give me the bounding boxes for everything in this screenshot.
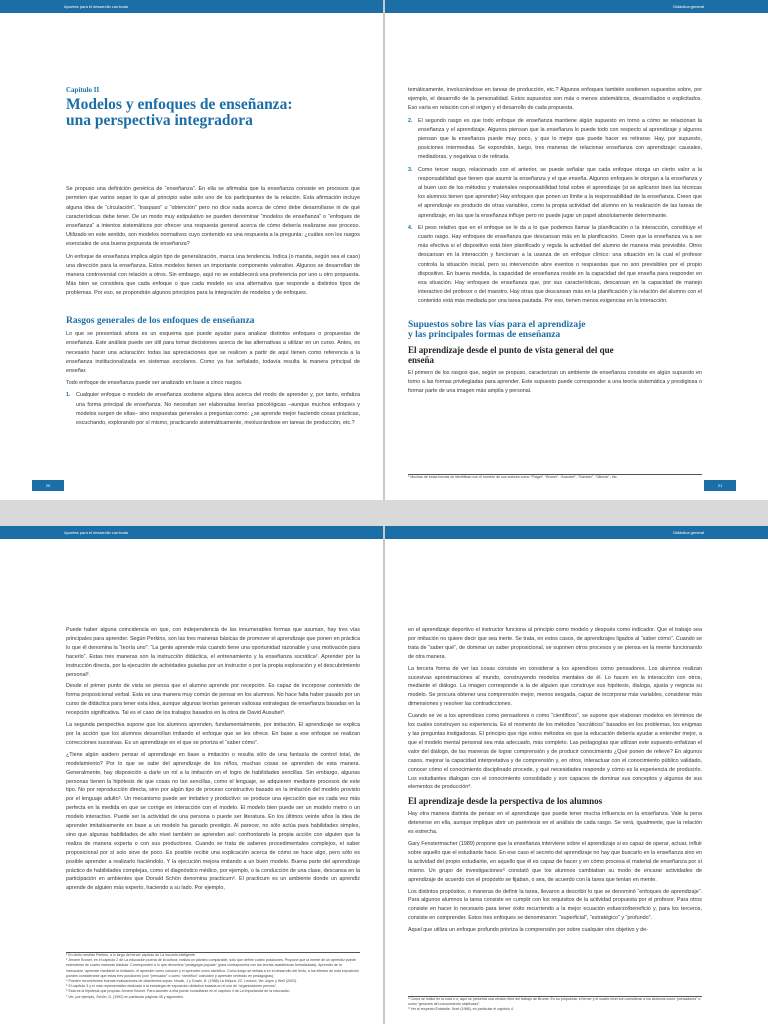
subsection-title-line-1: El aprendizaje desde el punto de vista general del que [408, 344, 614, 355]
right-page-column [408, 626, 702, 938]
footnote-4: ⁴ Pueden reconstruirse buenas evaluaciones de citas/textos sopas: Novak, J y Gowin, B. (1988) La Mejora, 2C. Lectord, Ver Joyce y Weil (2002). [66, 979, 298, 984]
left-page-column [66, 86, 360, 431]
left-running-header [0, 526, 383, 539]
page-number-left: 20 [32, 480, 64, 491]
left-running-header [0, 0, 383, 13]
section-paragraph-1: Lo que se presentará ahora es un esquema que puede ayudar para analizar distintos enfoques o propuestas de enseñanza. Este análisis puede ser útil para tomar decisiones acerca de las alternativas a utilizar en un curso. Antes, es necesario hacer una aclaración: todas las apreciaciones que se realicen a partir de aquí tienen como referencia a la enseñanza institucionalizada en sistemas escolares. Como ya fue señalado, todavía resulta la manera principal de enseñar. [66, 331, 360, 374]
list-item-number: 3. [408, 166, 413, 173]
footnote-8: ⁸ Como se indicó en la nota n.o, aquí se presenta una versión libre del trabajo de Bruner. En su propuesta, el tercer y el cuarto nivel son considerar a los alumnos como “pensadores” o como “gestores del conocimiento objetivado”. [408, 997, 701, 1007]
right-page-footnote [408, 474, 702, 480]
right-running-header [385, 0, 768, 13]
footnote-6: ⁶ Esta es la hipótesis que propuso Jerome Bruner. Para acceder a ella puede consultarse en el capítulo 4 de La importancia de la educación. [66, 989, 291, 994]
page-gutter [383, 526, 385, 1024]
spread-pages-20-21 [0, 0, 768, 500]
intro-paragraph-2: Un enfoque de enseñanza implica algún tipo de generalización, marca una tendencia. Indica (o manda, según sea el caso) una dirección para la enseñanza. Estos modelos tienen un importante componente valorativo. Algunos se desarrollan de manera controversial con relación a otros. Sin embargo, aquí no se establecerá una preferencia por uno u otro propuesta. Más bien se considera que cada enfoque o que cada modelo es una alternativa que responde a distintos tipos de problemas. Por eso, se propondrán algunos principios para la integración de modelos y de enfoques. [66, 253, 360, 297]
list-item-text: El segundo rasgo es que todo enfoque de enseñanza mantiene algún supuesto en torno a cómo se relacionan la enseñanza y el aprendizaje. Algunos piensan que la enseñanza lo puede todo con respecto al aprendizaje y algunos piensan que la enseñanza puede muy poco, y que lo mejor que puede hacer es retirarse. Hay, por supuesto, posiciones intermedias. Se expondrán, luego, tres maneras de relacionar enseñanza con aprendizaje: causales, mediadoras, y negativas o de retirada. [418, 117, 702, 161]
subsection-title-alumnos: El aprendizaje desde la perspectiva de los alumnos [408, 796, 603, 807]
left-header-text: Apuntes para el desarrollo curricular [64, 530, 129, 535]
list-item-number: 2. [408, 117, 413, 124]
section-title-supuestos-1: Supuestos sobre las vías para el aprendizaje [408, 319, 586, 330]
paragraph-4: ¿Tiene algún asidero pensar el aprendizaje en base a imitación o resulta sólo de una fantasía de control total, de modelamiento? Por lo que se sabe del aprendizaje de los niños, muchas cosas se aprenden de esta manera. Generalmente, hay disposición a darle un rol a la imitación en el logro de habilidades sencillas. Sin embargo, algunas personas tienen la hipótesis de que cosas no tan sencillas, como el lenguaje, se adquieren mediante procesos de este tipo. No por reproducción directa, sino por algún tipo de proceso constructivo basado en la imitación del modelo provisto por el lenguaje adulto⁵. Un mecanismo puede ser imitativo y productivo: se produce una ejecución que es cada vez más perfecta en la medida en que se corrige en interacción con el modelo. El modelo bien puede ser un modelo metro o un modelo interactivo. Puede ser la actividad de una persona o puede ser literatura. En los últimos veinte años la idea de aprender imitativamente en base a un modelo ha ganado prestigio. Al parecer, no sólo actúa para habilidades simples, sino que algunas habilidades de alto nivel también se aprenden así: confrontando la propia acción con alguien que la realiza de manera experta o con sus productores. Cuando se trata de saberes procedimentales complejos, el saber proposicional por sí solo sirve de poco. Es posible recibir una explicación acerca de cómo se hace algo, pero sólo es posible aprender a realizarlo haciéndolo. Y la ejecución mejora imitando a un buen modelo. Buena parte del aprendizaje práctico de habilidades complejas, como el diagnóstico médico, por ejemplo, o la conducción de una clase, descansa en la participación en ambientes que Donald Schön denomina practicum⁶. El practicum es un ambiente donde un aprendiz aprende de alguien más experto, haciendo a su lado. Por ejemplo, [66, 751, 360, 892]
left-page-footnotes [66, 952, 360, 1000]
paragraph-2: La tercera forma de ver las cosas consiste en considerar a los aprendices como pensadores. Los alumnos realizan sucesivas aproximaciones al mundo, construyendo modelos mentales de él. Lo hacen en la interacción con otros, mediante el diálogo. La imagen corresponde a la de alguien que construye sus hipótesis, dialoga, ajusta y negocia su modelo. Se procura obtener una comprensión mejor, menos sesgada, capaz de incorporar más variables, considerar más dimensiones y resolver las contradicciones. [408, 665, 702, 708]
paragraph-5: Gary Fenstermacher (1989) propone que la enseñanza interviene sobre el aprendizaje si es capaz de operar, actuar, influir sobre aquello que el estudiante hace. En ese caso el secreto del aprendizaje no hay que buscarlo en la enseñanza sino en la actividad del propio estudiante, en aquello que él es capaz de hacer y en cómo procesa el material de enseñanza por sí mismo. Un grupo de investigaciones⁹ constató que los alumnos cambiaban su modo de encarar actividades de aprendizaje de acuerdo con el propósito se fijaban, o sea, de acuerdo con la tarea que tenían en mente. [408, 841, 702, 883]
paragraph-4: Hay otra manera distinta de pensar en el aprendizaje que puede tener mucha influencia en la enseñanza. Vale la pena detenerse en ella, aunque implique abrir un paréntesis en el análisis de cada rasgo. Se verá, igualmente, que la relación es estrecha. [408, 811, 702, 836]
paragraph-1: en el aprendizaje deportivo el instructor funciona al principio como modelo y después como indicador. Que el trabajo sea por imitación no quiere decir que sea inerte. Se trata, en estos casos, de aprendizajes ligados al “saber cómo”. Cuando se trata de “saber qué”, de dominar un saber proposicional, se suponen otros procesos y se piensa en la mente funcionando de otra manera. [408, 627, 702, 660]
left-header-text: Apuntes para el desarrollo curricular [64, 4, 129, 9]
chapter-title-line-1: Modelos y enfoques de enseñanza: [66, 96, 293, 114]
paragraph-1: Puede haber alguna coincidencia en que, con independencia de las innumerables formas que asuman, hay tres vías principales para aprender. Según Perkins, son las tres maneras básicas de promover el aprendizaje que ponen en práctica lo que él denomina la “teoría uno”: “La gente aprende más cuando tiene una oportunidad razonable y una motivación para hacerlo”. Estas tres maneras son la instrucción didáctica, el entrenamiento y la enseñanza socrática². Aprender por la instrucción directa, por la ejecución de actividades guiadas por un instructor o por la propia exploración y el descubrimiento personal³. [66, 627, 360, 678]
list-item-text: El peso relativo que en el enfoque se le da a lo que podemos llamar la planificación o la interacción, constituye el cuarto rasgo. Hay enfoques de enseñanza que descansan más en la planificación. Creen que la enseñanza va a ser más efectiva si el dispositivo está bien planificado y regula la actividad del alumno de manera más previsible. Otros descansan en la interacción y funcionan a la usanza de un enfoque clínico: una situación en la cual el profesor controla la situación inicial, pero su intervención abre eventos o respuestas que no son previsibles por el propio dispositivo. En buena medida, la capacidad de enseñanza reside en la capacidad del que enseña para responder en esa situación. Hay enfoques de enseñanza que, por sus características, descansan en la capacidad de manejo interactivo del profesor o del maestro. Hay otras que descansan más en la planificación y la relación del alumno con el contenido está más mediada por una tarea pautada. Por eso, tienen menos exigencias en la interacción. [418, 224, 702, 305]
chapter-title-line-2: una perspectiva integradora [66, 112, 253, 130]
subsection-title-line-2: enseña [408, 354, 435, 365]
right-page-footnotes [408, 996, 702, 1013]
footnote-7: ⁷ Ver, por ejemplo, Schön, D. (1992) en particular páginas 45 y siguientes. [66, 994, 184, 999]
list-item-3 [408, 166, 702, 221]
footnote-9: ⁹ Ver al respecto Entwistle, Noel (1988), en particular el capítulo 4. [408, 1007, 514, 1012]
list-item-text: Como tercer rasgo, relacionado con el anterior, se puede señalar que cada enfoque otorga un cierto valor a la responsabilidad que tienen que asumir la enseñanza y el que enseña. Algunos enfoques le otorgan a la enseñanza y al buen uso de los métodos y materiales responsabilidad total sobre el aprendizaje (si se aplicaron bien las técnicas los alumnos tienen que aprender) Hay enfoques que ponen un límite a la responsabilidad de la enseñanza. Creen que el aprendizaje es producto de otras variables, como la propia actividad del alumno en la realización de las tareas de aprendizaje, en las que la enseñanza influye pero no puede jugar un papel absolutamente determinante. [418, 166, 702, 219]
list-item-number: 4. [408, 224, 413, 231]
footnote-text: ¹ Muchas de estas formas se identifican con el nombre de sus autores como “Piaget”, “Bruner”, “Ausubel”, “Gardner”, “Skinner”, etc. [408, 475, 618, 479]
paragraph-3: La segunda perspectiva supone que los alumnos aprenden, fundamentalmente, por imitación. El aprendizaje se explica por la acción que los alumnos desarrollan imitando el enfoque que se les ofrece. En base a ese enfoque se realizan correcciones sucesivas. Es un aprendizaje en el que se prioriza el “saber cómo”. [66, 722, 360, 746]
chapter-label: Capítulo II [66, 86, 100, 94]
list-item-2 [408, 117, 702, 163]
paragraph-7: Aquel que utiliza un enfoque profundo prioriza la comprensión por sobre cualquier otro objetivo y de- [408, 927, 649, 934]
footnote-5: ⁵ El capítulo 3 y el más representativo dedicado a la estrategia de exposición didáctica basada en el uso de “organizadores previos”. [66, 984, 277, 989]
right-running-header [385, 526, 768, 539]
right-header-text: Didáctica general [673, 4, 704, 9]
subsection-paragraph: El primero de los rasgos que, según se propuso, caracterizan un ambiente de enseñanza consiste en algún supuesto en torno a las formas privilegiadas para aprender. Este supuesto puede corresponder a una teoría sistemática y prestigiosa o formar parte de una imagen más amplia y personal. [408, 369, 702, 395]
page-number-right: 21 [704, 480, 736, 491]
list-item-1 [66, 391, 360, 428]
paragraph-3: Cuando se ve a los aprendices como pensadores o como “científicos”, se supone que elaboran modelos en términos de los cuales construyen su experiencia. Es el momento de los métodos “socráticos” basados en los problemas, los enigmas y las preguntas instigadoras. El principio que rige estos métodos es que la educación debería ayudar a entender mejor, a que el modelo mental personal sea más adecuado, más completo. Las pedagogías que utilizan este supuesto enfatizan el valor del diálogo, de las maneras de lograr comprensión y de producir conocimiento ¿Qué ponen de relieve? En algunos casos, mejorar la capacidad interpretativa y de comprensión y, en otros, interactuar con el conocimiento público validado, conocer cómo el conocimiento disciplinado procede, y qué necesidades responde y cómo es la experiencia de producirlo. Los estudiantes dialogan con el conocimiento consolidado y son capaces de dominar sus conceptos y algunos de sus elementos de producción⁸. [408, 713, 702, 791]
section-title-supuestos-2: y las principales formas de enseñanza [408, 330, 561, 341]
paragraph-6: Los distintos propósitos, o maneras de definir la tarea, llevaron a describir lo que se denominó “enfoques de aprendizaje”. Para algunos alumnos la tarea consiste en cumplir con los requisitos de la actividad propuesta por el profesor. Para otros consiste en hacer lo necesario para tener éxito recurriendo a la mejor ecuación esfuerzo/beneficio y, para los terceros, consiste en comprender. Estos tres enfoques se denominaron: “superficial”, “estratégico” y “profundo”. [408, 888, 702, 922]
left-page-column [66, 626, 360, 896]
paragraph-2: Desde el primer punto de vista se piensa que el alumno aprende por recepción. Es capaz de incorporar contenido de forma proposicional verbal. Esta es una manera muy común de pensar en los alumnos. No hace falta haber pasado por un curso de didáctica para tener esta idea, aunque algunas teorías generan valiosas estrategias de enseñanza basadas en la recepción significativa. Tal es el caso de los trabajos basados en la obra de David Ausubel⁴. [66, 683, 360, 717]
section-title-rasgos: Rasgos generales de los enfoques de enseñanza [66, 315, 255, 326]
right-page-column [408, 86, 702, 399]
right-header-text: Didáctica general [673, 530, 704, 535]
spread-pages-22-23 [0, 526, 768, 1024]
footnote-2: ² En cierto sentido Perkins, a lo largo del tercer capítulo de La escuela inteligente. [66, 953, 197, 957]
continuation-paragraph: temáticamente, involucrándose en tareas de producción, etc.? Algunos enfoques también sostienen supuestos sobre, por ejemplo, el desarrollo de la personalidad. Estos supuestos son más o menos sistemáticos, desarrollados o explicitados. Eso varía en relación con el origen y el desarrollo de cada propuesta. [408, 87, 702, 112]
intro-paragraph-1: Se propuso una definición genérica de “enseñanza”. En ella se afirmaba que la enseñanza consiste en procesos que permiten que varios sepan lo que al principio sabe solo uno de los participantes de la relación. Esta afirmación incluye alguna idea de “circulación”, “traspaso” u “obtención” pero no dice nada acerca de cómo debe desarrollarse ni de qué características debe tener. De un modo muy estipulativo se pueden denominar “modelos de enseñanza” o “enfoques de enseñanza” a intentos sistemáticos por ofrecer una respuesta general acerca de cómo debería realizarse ese proceso. Utilizado en este sentido, son modelos normativos cuyo contenido es una respuesta a la pregunta: ¿cuáles son los rasgos esenciales de una buena propuesta de enseñanza? [66, 186, 360, 248]
section-paragraph-2: Todo enfoque de enseñanza puede ser analizado en base a cinco rasgos. [66, 380, 243, 387]
page-gutter [383, 0, 385, 500]
list-item-text: Cualquier enfoque o modelo de enseñanza sostiene alguna idea acerca del modo de aprender y, por tanto, enfatiza una forma principal de enseñanza. No necesitan ser elaboradas teorías psicológicas –aunque muchos enfoques y modelos surgen de ellas– sino respuestas generales a preguntas como: ¿se aprende mejor haciendo cosas prácticas, escuchando, explorando por sí mismo, practicando sistemáticamente, involucrándose en tareas de producción, etc.? [76, 392, 360, 426]
list-item-4 [408, 224, 702, 307]
list-item-number: 1. [66, 392, 71, 399]
footnote-3: ³ Jerome Bruner, en el capítulo 2 de La educación puerta de la cultura, realiza un planteo comparable, sólo que define cuatro posiciones. Propone que la mente de un aprendiz puede entenderse de cuatro maneras básicas. Corresponden a lo que denomina “pedagogía popular” (para contraponerla con las teorías académicas formalizadas). Aprender de la instrucción, aprender mediante la imitación, el aprender como conocer y el aprender como científico. Como luego se señala a en el desarrollo del texto, a los efectos de esta exposición pueden considerarse que estas tres posiciones (con “pensador” o como “científico” coinciden y aprender centrado en pedagogías). [66, 958, 359, 978]
